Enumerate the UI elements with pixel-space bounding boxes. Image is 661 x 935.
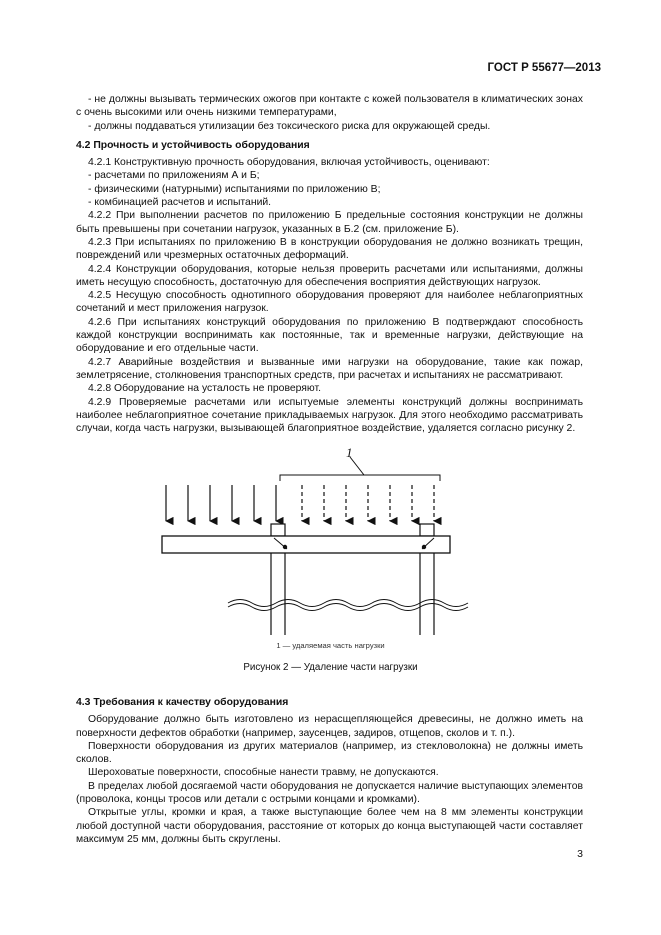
figure-caption: Рисунок 2 — Удаление части нагрузки (243, 662, 418, 673)
paragraph-4-3-4: В пределах любой досягаемой части оборудования не допускается наличие выступающих элементов (проволока, концы тросов или детали с острыми концами и кромками). (76, 780, 583, 806)
intro-item: - должны поддаваться утилизации без токсического риска для окружающей среды. (88, 120, 491, 132)
removed-load-bracket (280, 475, 440, 481)
paragraph-4-2-3: 4.2.3 При испытаниях по приложению В в конструкции оборудования не должно возникать трещин, повреждений или чрезмерных остаточных деформаций. (76, 236, 583, 262)
permanent-load-arrows (166, 485, 276, 521)
document-code: ГОСТ Р 55677—2013 (487, 62, 601, 74)
right-post-cap (420, 524, 434, 536)
text-block-lower (76, 690, 583, 846)
paragraph-4-2-9: 4.2.9 Проверяемые расчетами или испытуемые элементы конструкций должны воспринимать наиболее неблагоприятное сочетание прикладываемых нагрузок. Для этого необходимо рассматривать случаи, когда часть нагрузки, вызывающей благоприятное воздействие, удаляется согласно рисунку 2. (76, 396, 583, 435)
left-post-cap (271, 524, 285, 536)
paragraph-4-2-5: 4.2.5 Несущую способность однотипного оборудования проверяют для наиболее неблагоприятных сочетаний и мест приложения нагрузок. (76, 290, 583, 315)
paragraph-4-2-1: 4.2.1 Конструктивную прочность оборудования, включая устойчивость, оценивают: (88, 157, 490, 169)
removed-load-arrows (302, 485, 434, 521)
page-number: 3 (577, 848, 583, 860)
section-heading-4-3: 4.3 Требования к качеству оборудования (76, 697, 289, 708)
list-item: - физическими (натурными) испытаниями по приложению В; (88, 183, 381, 195)
beam (162, 536, 450, 553)
section-heading-4-2: 4.2 Прочность и устойчивость оборудования (76, 139, 310, 151)
paragraph-4-2-4: 4.2.4 Конструкции оборудования, которые нельзя проверить расчетами или испытаниями, должны иметь несущую способность, достаточную для обеспечения восприятия действующих нагрузок. (76, 263, 583, 288)
figure-legend: 1 — удаляемая часть нагрузки (276, 641, 385, 650)
paragraph-4-2-8: 4.2.8 Оборудование на усталость не проверяют. (88, 383, 321, 395)
paragraph-4-3-3: Шероховатые поверхности, способные нанести травму, не допускаются. (88, 767, 439, 779)
paragraph-4-2-2: 4.2.2 При выполнении расчетов по приложению Б предельные состояния конструкции не должны быть превышены при сочетании нагрузок, указанных в Б.2 (см. приложение Б). (76, 210, 583, 235)
paragraph-4-3-2: Поверхности оборудования из других материалов (например, из стекловолокна) не должны иметь сколов. (76, 740, 583, 766)
paragraph-4-3-1: Оборудование должно быть изготовлено из нерасщепляющейся древесины, не должно иметь на поверхности дефектов обработки (например, заусенцев, задиров, отщепов, сколов и т. п.). (76, 714, 583, 739)
paragraph-4-3-5: Открытые углы, кромки и края, а также выступающие более чем на 8 мм элементы конструкции любой доступной части оборудования, расстояние от которых до конца выступающей части составляет максимум 25 мм, должны быть скруглены. (76, 807, 583, 845)
paragraph-4-2-7: 4.2.7 Аварийные воздействия и вызванные ими нагрузки на оборудование, такие как пожар, землетрясение, столкновения транспортных средств, при расчетах и испытаниях не рассматривают. (76, 356, 583, 381)
intro-item: - не должны вызывать термических ожогов при контакте с кожей пользователя в климатических зонах с очень высокими или очень низкими температурами, (76, 94, 583, 119)
list-item: - расчетами по приложениям А и Б; (88, 170, 260, 182)
text-block-upper (76, 93, 583, 435)
list-item: - комбинацией расчетов и испытаний. (88, 197, 272, 209)
figure-load-removal (150, 445, 480, 645)
figure-label-1: 1 (346, 445, 353, 460)
paragraph-4-2-6: 4.2.6 При испытаниях конструкций оборудования по приложению В подтверждают способность каждой конструкции воспринимать как постоянные, так и временные нагрузки, действующие на оборудование и его отдельные части. (76, 316, 583, 355)
